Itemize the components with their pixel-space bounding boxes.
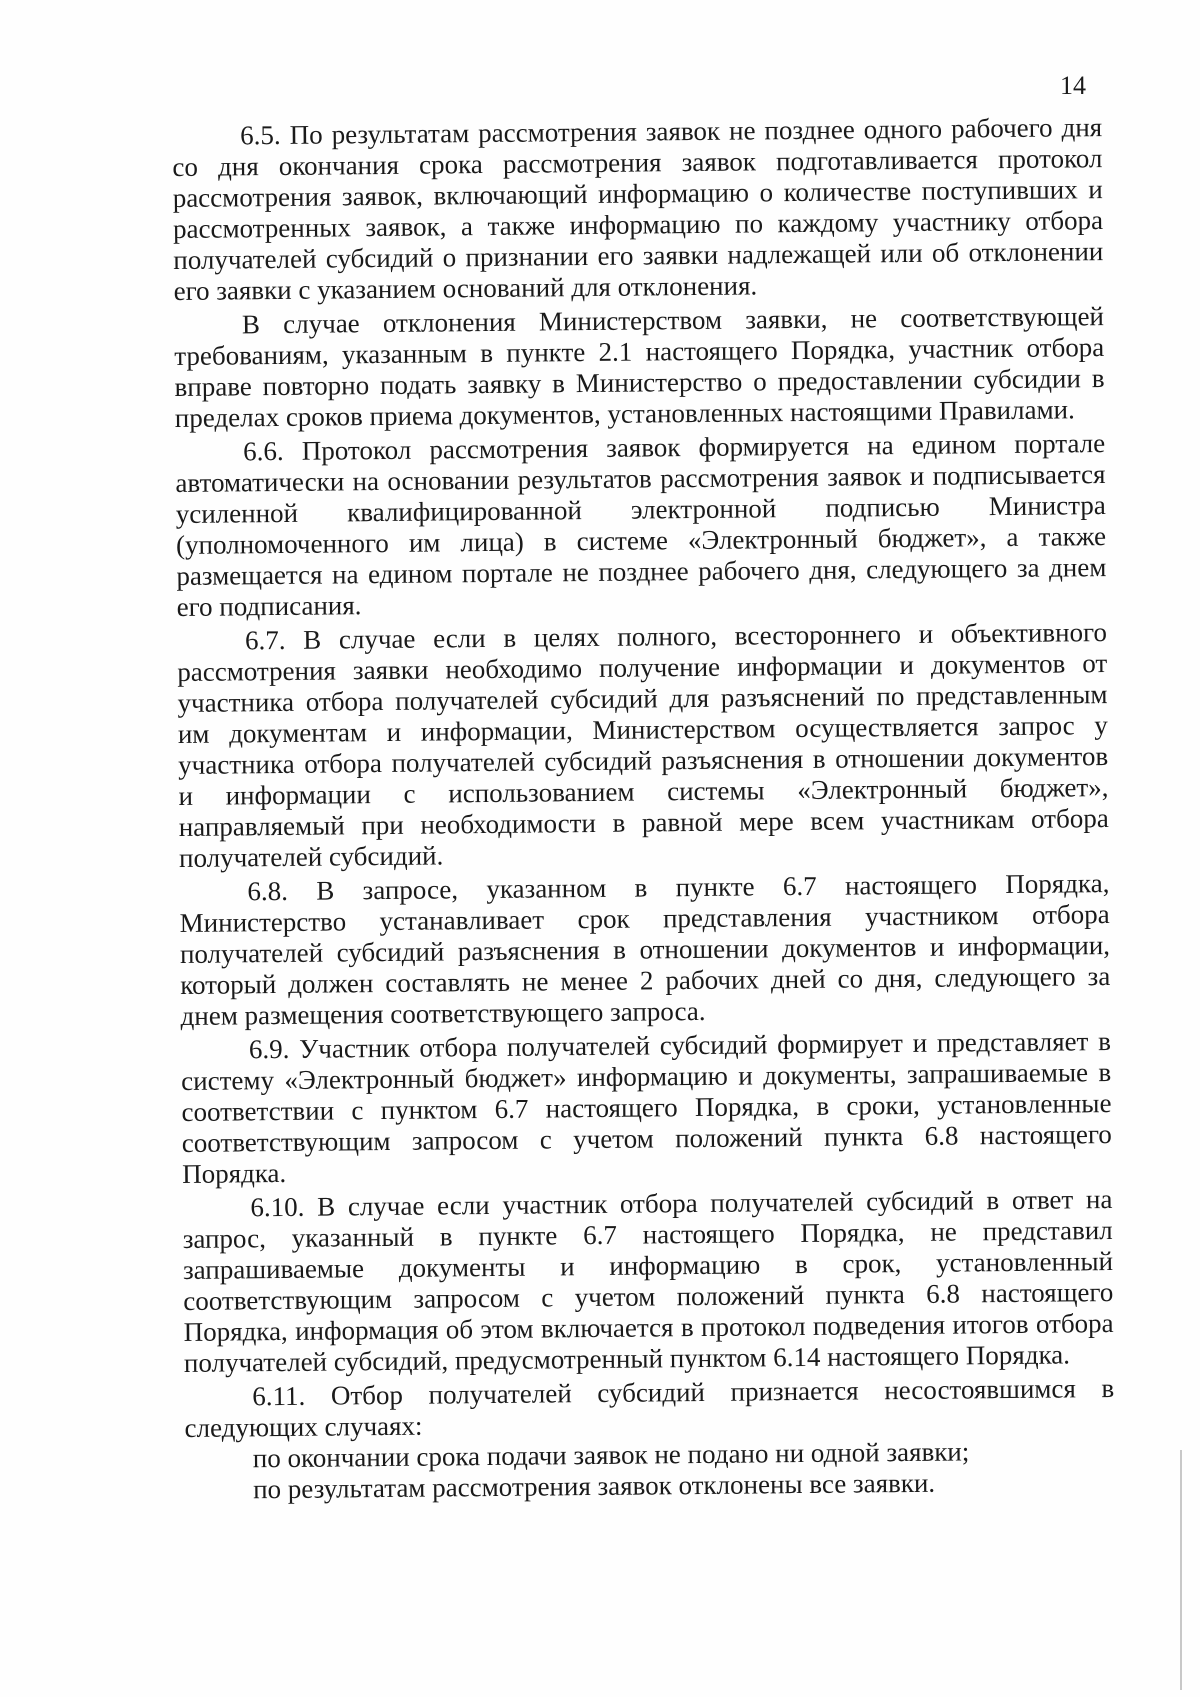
paragraph-6-11: 6.11. Отбор получателей субсидий признается несостоявшимся в следующих случаях: [184, 1373, 1115, 1443]
paragraph-6-8: 6.8. В запросе, указанном в пункте 6.7 настоящего Порядка, Министерство устанавливает срок представления участником отбора получателей субсидий разъяснения в отношении документов и информации, который должен составлять не менее 2 рабочих дней со дня, следующего за днем размещения соответствующего запроса. [179, 868, 1111, 1031]
paragraph-6-6: 6.6. Протокол рассмотрения заявок формируется на едином портале автоматически на основании результатов рассмотрения заявок и подписывается усиленной квалифицированной электронной подписью Министра (уполномоченного им лица) в системе «Электронный бюджет», а также размещается на едином портале не позднее рабочего дня, следующего за днем его подписания. [175, 428, 1107, 622]
paragraph-6-9: 6.9. Участник отбора получателей субсидий формирует и представляет в систему «Электронный бюджет» информацию и документы, запрашиваемые в соответствии с пунктом 6.7 настоящего Порядка, в сроки, установленные соответствующим запросом с учетом положений пункта 6.8 настоящего Порядка. [181, 1026, 1112, 1189]
scan-edge-line [1180, 1450, 1182, 1690]
document-body [172, 112, 1115, 1506]
paragraph-6-5: 6.5. По результатам рассмотрения заявок не позднее одного рабочего дня со дня окончания срока рассмотрения заявок подготавливается протокол рассмотрения заявок, включающий информацию о количестве поступивших и рассмотренных заявок, а также информацию по каждому участнику отбора получателей субсидий о признании его заявки надлежащей или об отклонении его заявки с указанием оснований для отклонения. [172, 112, 1104, 306]
paragraph-6-7: 6.7. В случае если в целях полного, всестороннего и объективного рассмотрения заявки необходимо получение информации и документов от участника отбора получателей субсидий для разъяснений по представленным им документам и информации, Министерством осуществляется запрос у участника отбора получателей субсидий разъяснения в отношении документов и информации с использованием системы «Электронный бюджет», направляемый при необходимости в равной мере всем участникам отбора получателей субсидий. [177, 617, 1109, 873]
list-item: по результатам рассмотрения заявок отклонены все заявки. [252, 1467, 936, 1505]
paragraph-6-10: 6.10. В случае если участник отбора получателей субсидий в ответ на запрос, указанный в пункте 6.7 настоящего Порядка, не представил запрашиваемые документы и информацию в срок, установленный соответствующим запросом с учетом положений пункта 6.8 настоящего Порядка, информация об этом включается в протокол подведения итогов отбора получателей субсидий, предусмотренный пунктом 6.14 настоящего Порядка. [182, 1184, 1114, 1378]
list-item: по окончании срока подачи заявок не подано ни одной заявки; [252, 1436, 970, 1474]
page-number: 14 [1060, 71, 1086, 100]
paragraph-rejection-resubmission: В случае отклонения Министерством заявки, не соответствующей требованиям, указанным в пункте 2.1 настоящего Порядка, участник отбора вправе повторно подать заявку в Министерство о предоставлении субсидии в пределах сроков приема документов, установленных настоящими Правилами. [174, 301, 1105, 433]
